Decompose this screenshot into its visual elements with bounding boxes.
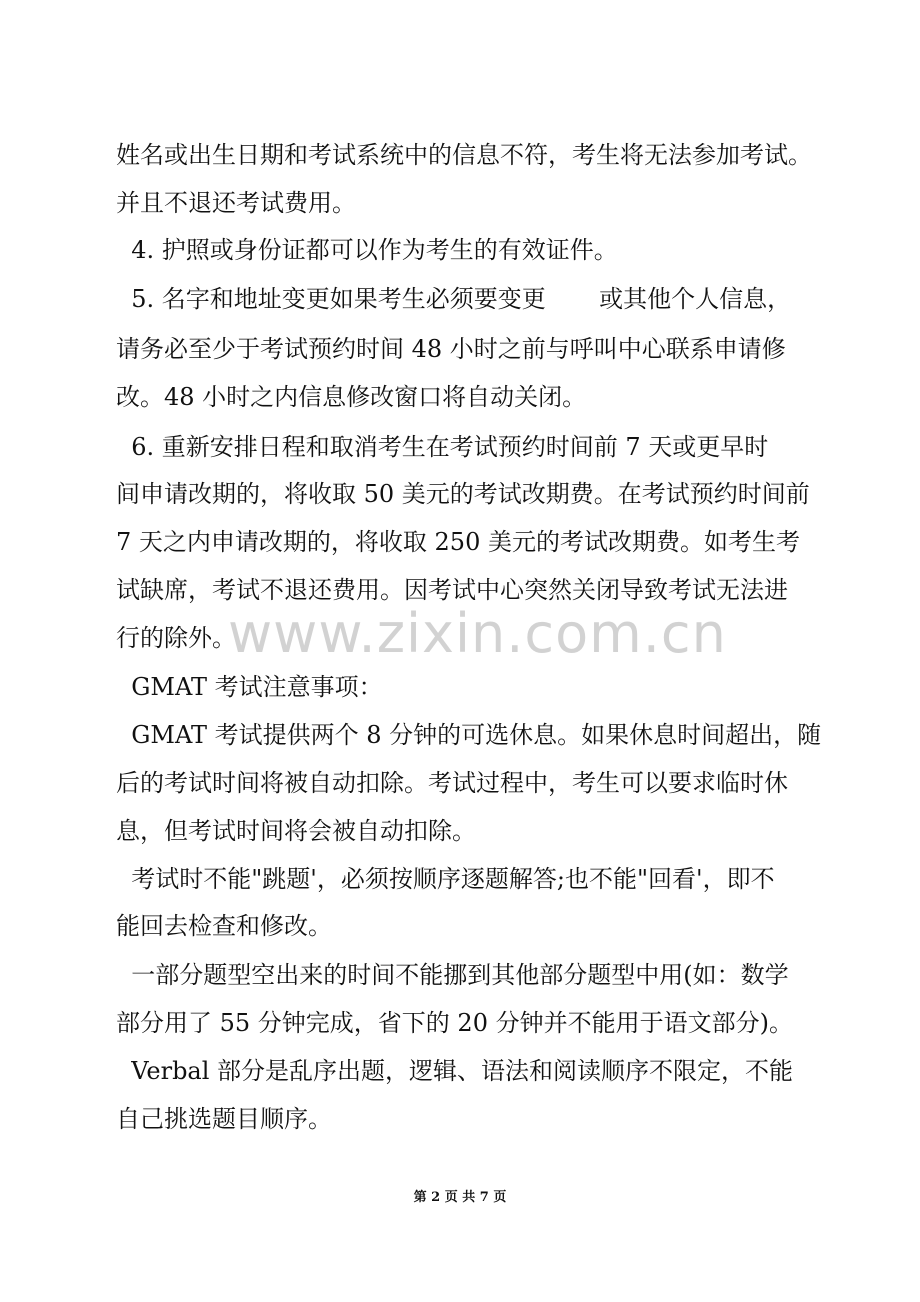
text-line: 4. 护照或身份证都可以作为考生的有效证件。	[116, 236, 618, 264]
text-line: GMAT 考试提供两个 8 分钟的可选休息。如果休息时间超出，随	[116, 721, 822, 749]
text-line: 间申请改期的，将收取 50 美元的考试改期费。在考试预约时间前	[116, 480, 810, 508]
text-line: 改。48 小时之内信息修改窗口将自动关闭。	[116, 383, 587, 411]
text-line: 考试时不能"跳题'，必须按顺序逐题解答;也不能"回看'，即不	[116, 865, 775, 893]
text-line: GMAT 考试注意事项：	[116, 673, 383, 701]
page-number-footer: 第 2 页 共 7 页	[413, 1190, 507, 1205]
text-line: Verbal 部分是乱序出题，逻辑、语法和阅读顺序不限定，不能	[116, 1057, 794, 1085]
text-line: 6. 重新安排日程和取消考生在考试预约时间前 7 天或更早时	[116, 433, 769, 461]
text-line: 姓名或出生日期和考试系统中的信息不符，考生将无法参加考试。	[116, 141, 812, 169]
text-line: 能回去检查和修改。	[116, 912, 332, 940]
text-line: 自己挑选题目顺序。	[116, 1105, 332, 1133]
text-line: 7 天之内申请改期的，将收取 250 美元的考试改期费。如考生考	[116, 528, 800, 556]
text-line: 息，但考试时间将会被自动扣除。	[116, 817, 476, 845]
text-line: 后的考试时间将被自动扣除。考试过程中，考生可以要求临时休	[116, 769, 788, 797]
text-line: 部分用了 55 分钟完成，省下的 20 分钟并不能用于语文部分)。	[116, 1009, 793, 1037]
watermark: www.zixin.com.cn	[228, 602, 727, 665]
text-line: 行的除外。	[116, 624, 236, 652]
text-line: 试缺席，考试不退还费用。因考试中心突然关闭导致考试无法进	[116, 576, 788, 604]
text-line: 请务必至少于考试预约时间 48 小时之前与呼叫中心联系申请修	[116, 335, 786, 363]
text-line: 一部分题型空出来的时间不能挪到其他部分题型中用(如：数学	[116, 961, 789, 989]
text-line: 5. 名字和地址变更如果考生必须要变更 或其他个人信息，	[116, 285, 792, 313]
text-line: 并且不退还考试费用。	[116, 189, 356, 217]
